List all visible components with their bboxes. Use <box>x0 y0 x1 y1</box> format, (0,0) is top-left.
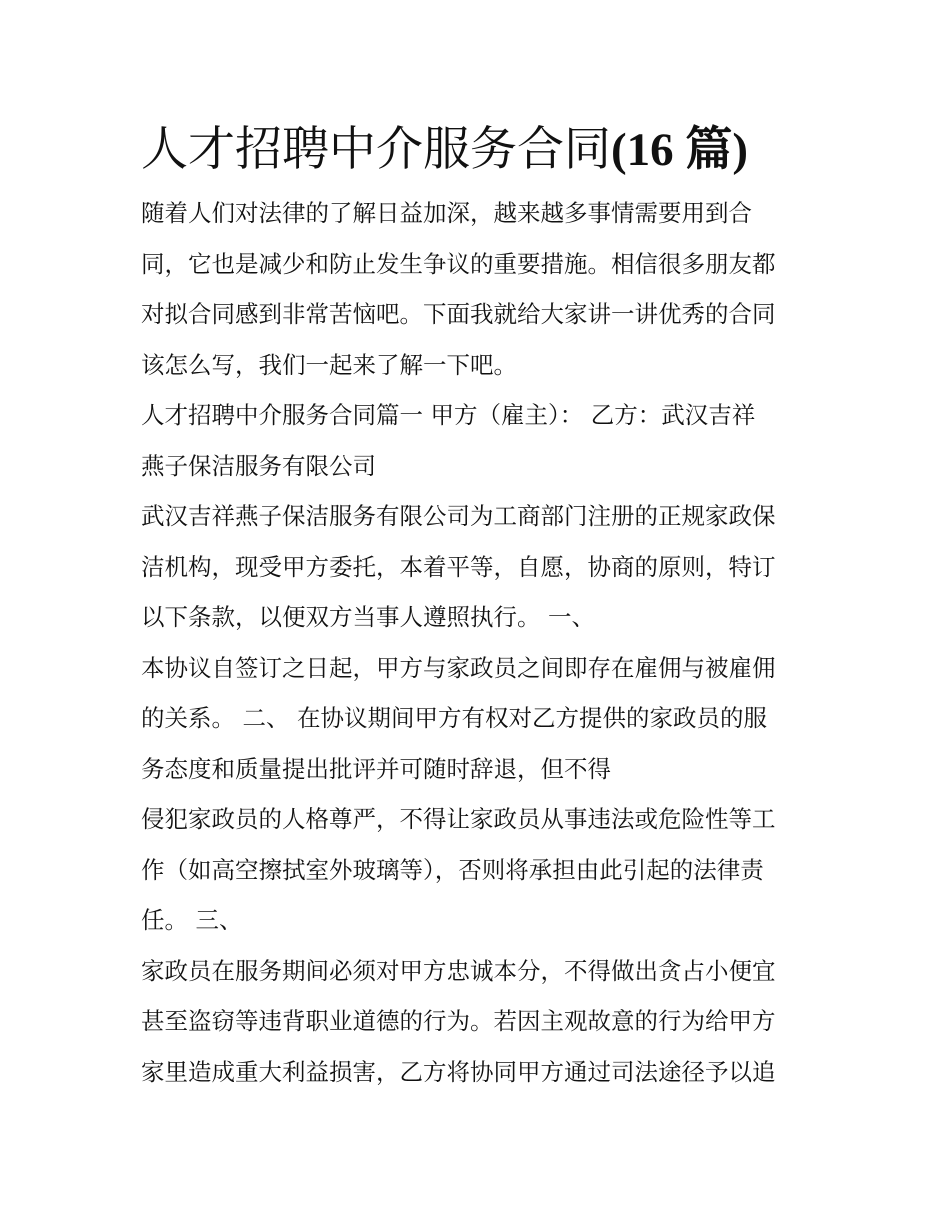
text-line: 作（如高空擦拭室外玻璃等），否则将承担由此引起的法律责 <box>141 855 764 884</box>
title-suffix: (16 篇) <box>611 124 749 176</box>
text-line: 的关系。 二、 在协议期间甲方有权对乙方提供的家政员的服 <box>141 704 767 732</box>
text-line: 甚至盗窃等违背职业道德的行为。若因主观故意的行为给甲方 <box>141 1007 776 1035</box>
text-line: 家政员在服务期间必须对甲方忠诚本分，不得做出贪占小便宜 <box>141 956 776 985</box>
text-line: 本协议自签订之日起，甲方与家政员之间即存在雇佣与被雇佣 <box>141 653 776 682</box>
text-line: 洁机构，现受甲方委托，本着平等，自愿，协商的原则，特订 <box>141 552 776 581</box>
page-title <box>141 112 813 188</box>
text-line: 随着人们对法律的了解日益加深，越来越多事情需要用到合 <box>141 199 752 227</box>
text-line: 对拟合同感到非常苦恼吧。下面我就给大家讲一讲优秀的合同 <box>141 300 776 328</box>
text-line: 家里造成重大利益损害，乙方将协同甲方通过司法途径予以追 <box>141 1057 776 1086</box>
text-line: 以下条款，以便双方当事人遵照执行。 一、 <box>141 603 595 631</box>
text-line: 同，它也是减少和防止发生争议的重要措施。相信很多朋友都 <box>141 249 776 278</box>
document-body <box>141 188 813 1097</box>
title-main: 人才招聘中介服务合同 <box>141 122 611 177</box>
text-line: 任。 三、 <box>141 906 243 934</box>
text-line: 务态度和质量提出批评并可随时辞退，但不得 <box>141 754 611 783</box>
text-line: 武汉吉祥燕子保洁服务有限公司为工商部门注册的正规家政保 <box>141 502 776 530</box>
text-line: 该怎么写，我们一起来了解一下吧。 <box>141 350 517 379</box>
text-line: 燕子保洁服务有限公司 <box>141 451 376 480</box>
text-line: 侵犯家政员的人格尊严，不得让家政员从事违法或危险性等工 <box>141 805 776 833</box>
text-line: 人才招聘中介服务合同篇一 甲方（雇主）： 乙方：武汉吉祥 <box>141 401 756 429</box>
document-page <box>141 112 813 1097</box>
